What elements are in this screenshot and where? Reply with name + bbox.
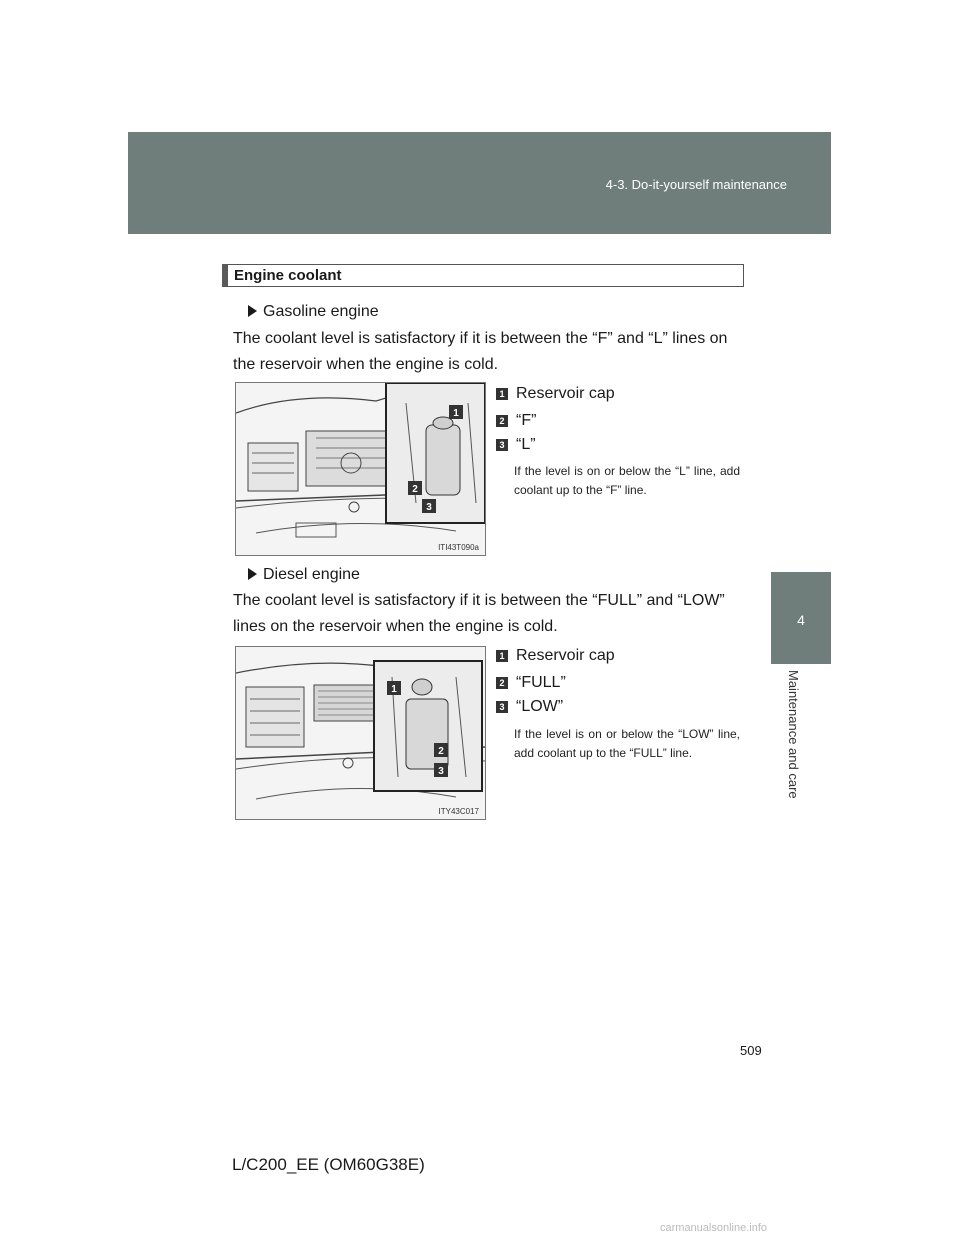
callout-number-1: 1 xyxy=(496,388,508,400)
header-band xyxy=(128,132,831,234)
chapter-tab[interactable] xyxy=(771,572,831,664)
diesel-engine-illustration xyxy=(236,647,485,819)
gasoline-heading xyxy=(248,303,379,321)
callout-number-2: 2 xyxy=(496,677,508,689)
section-title: Engine coolant xyxy=(234,267,342,284)
gasoline-legend-2 xyxy=(496,412,536,432)
diesel-heading-text: Diesel engine xyxy=(263,566,360,583)
section-title-box xyxy=(222,264,744,287)
gasoline-heading-text: Gasoline engine xyxy=(263,303,379,320)
svg-text:1: 1 xyxy=(453,408,459,419)
header-section-title: 4-3. Do-it-yourself maintenance xyxy=(605,177,787,192)
gasoline-legend-2-label: “F” xyxy=(516,412,537,429)
gasoline-note: If the level is on or below the “L” line, add coolant up to the “F” line. xyxy=(514,464,740,497)
gasoline-body: The coolant level is satisfactory if it is between the “F” and “L” lines on the reservoir when the engine is cold. xyxy=(233,330,728,373)
diesel-legend-1-label: Reservoir cap xyxy=(516,647,615,664)
diesel-body: The coolant level is satisfactory if it is between the “FULL” and “LOW” lines on the reservoir when the engine is cold. xyxy=(233,592,725,635)
gasoline-legend-1-label: Reservoir cap xyxy=(516,385,615,402)
gasoline-engine-illustration xyxy=(236,383,485,555)
gasoline-legend-3-label: “L” xyxy=(516,436,536,453)
callout-number-3: 3 xyxy=(496,701,508,713)
callout-number-2: 2 xyxy=(496,415,508,427)
svg-text:3: 3 xyxy=(438,766,444,777)
callout-number-3: 3 xyxy=(496,439,508,451)
diesel-legend-3-label: “LOW” xyxy=(516,698,564,715)
page-number: 509 xyxy=(740,1043,762,1058)
svg-text:2: 2 xyxy=(438,746,444,757)
diesel-legend-3 xyxy=(496,698,563,718)
gasoline-legend-3 xyxy=(496,436,536,456)
svg-text:3: 3 xyxy=(426,502,432,513)
diesel-heading xyxy=(248,566,360,584)
gasoline-engine-figure xyxy=(235,382,486,556)
diesel-figure-code: ITY43C017 xyxy=(438,807,479,816)
gasoline-legend-1 xyxy=(496,385,615,405)
diesel-legend-1 xyxy=(496,647,615,667)
model-code: L/C200_EE (OM60G38E) xyxy=(232,1155,425,1174)
chapter-number: 4 xyxy=(797,612,805,628)
diesel-note: If the level is on or below the “LOW” line, add coolant up to the “FULL” line. xyxy=(514,727,740,760)
diesel-legend-2-label: “FULL” xyxy=(516,674,566,691)
chapter-label: Maintenance and care xyxy=(786,670,801,799)
diesel-engine-figure xyxy=(235,646,486,820)
watermark[interactable]: carmanualsonline.info xyxy=(660,1222,768,1234)
diesel-legend-2 xyxy=(496,674,566,694)
svg-text:1: 1 xyxy=(391,684,397,695)
svg-text:2: 2 xyxy=(412,484,418,495)
triangle-bullet-icon xyxy=(248,305,257,317)
gasoline-figure-code: ITI43T090a xyxy=(438,543,479,552)
callout-number-1: 1 xyxy=(496,650,508,662)
triangle-bullet-icon xyxy=(248,568,257,580)
